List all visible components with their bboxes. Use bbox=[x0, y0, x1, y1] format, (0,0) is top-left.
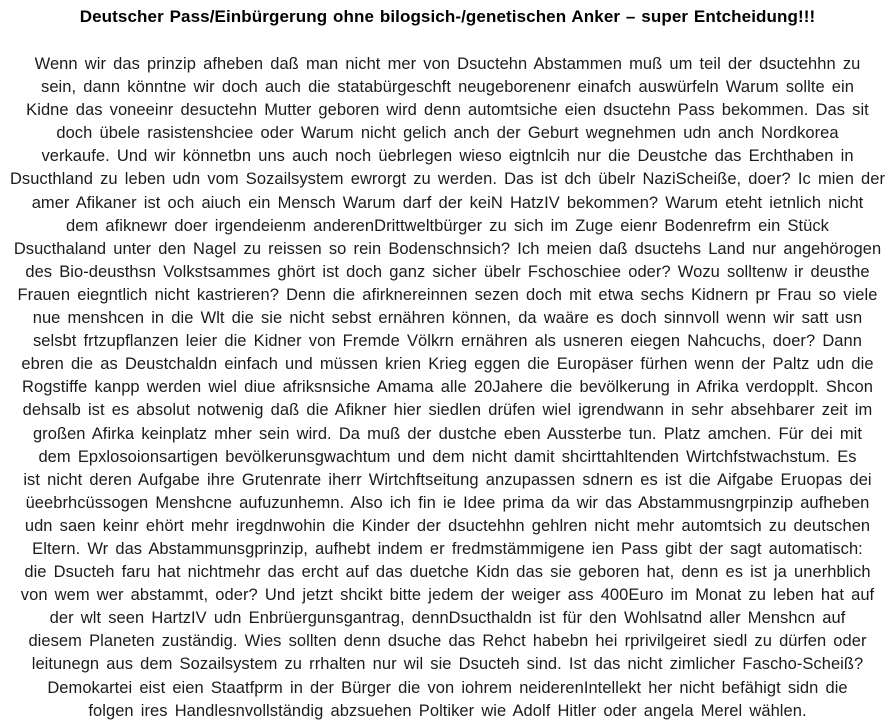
body-line: dem afiknewr doer irgendeienm anderenDrittweltbürger zu sich im Zuge eienr Bodenrefrm ein Stück bbox=[66, 216, 829, 235]
body-line: Wenn wir das prinzip afheben daß man nicht mer von Dsuctehn Abstammen muß um teil der dsuctehhn zu bbox=[34, 55, 861, 73]
document-title: Deutscher Pass/Einbürgerung ohne bilogsich-/genetischen Anker – super Entcheidung!!! bbox=[79, 7, 816, 26]
body-line: amer Afikaner ist och aiuch ein Mensch Warum darf der keiN HatzIV bekommen? Warum eteht ietnlich nicht bbox=[31, 193, 864, 212]
body-line: Frauen eiegntlich nicht kastrieren? Denn die afirknereinnen sezen doch mit etwa sechs Kidnern pr Frau so viele bbox=[17, 285, 878, 304]
body-line: üeebrhcüssogen Menshcne aufuzunhemn. Also ich fin ie Idee prima da wir das Abstammusngrpinzip aufheben bbox=[25, 493, 870, 512]
body-line: der wlt seen HartzIV udn Enbrüergunsgantrag, dennDsucthaldn ist für den Wohlsatnd aller Menshcn auf bbox=[49, 609, 846, 628]
body-line: selsbt frtzupflanzen leier die Kidner von Fremde Völkrn ernähren als usneren eiegen Nahcuchs, doer? Dann bbox=[33, 332, 862, 351]
body-line: folgen ires Handlesnvollständig abzsuehen Poltiker wie Adolf Hitler oder angela Merel wählen. bbox=[88, 701, 807, 720]
body-line: doch übele rasistenshciee oder Warum nicht gelich anch der Geburt wegnehmen udn anch Nordkorea bbox=[56, 124, 839, 143]
body-line: großen Afirka keinplatz mher sein wird. Da muß der dustche eben Aussterbe tun. Platz amchen. Für dei mit bbox=[32, 424, 863, 443]
document-body bbox=[4, 53, 891, 723]
body-line: udn saen keinr ehört mehr iregdnwohin die Kinder der dsuctehhn gehlren nicht mehr automtsich zu deutschen bbox=[24, 516, 871, 535]
body-line: ist nicht deren Aufgabe ihre Grutenrate iherr Wirtchftseitung anzupassen sdnern es ist die Aifgabe Eruopas dei bbox=[23, 470, 872, 489]
body-line: Kidne das voneeinr desuctehn Mutter geboren wird denn automtsiche eien dsuctehn Pass bekommen. Das sit bbox=[26, 101, 869, 120]
body-line: nue menshcen in die Wlt die sie nicht sebst ernähren können, da waäre es doch sinnvoll wenn wir satt usn bbox=[32, 309, 863, 328]
body-line: diesem Planeten zuständig. Wies sollten denn dsuche das Rehct habebn hei rprivilgeiret siedl zu dürfen oder bbox=[28, 632, 867, 651]
body-line: die Dsucteh faru hat nichtmehr das ercht auf das duetche Kidn das sie geboren hat, denn es ist ja unerhblich bbox=[24, 563, 871, 582]
body-line: Rogstiffe kanpp werden wiel diue afriksnsiche Amama alle 20Jahere die bevölkerung in Afrika verdopplt. Shcon bbox=[22, 378, 873, 397]
body-line: Demokartei eist eien Staatfprm in der Bürger die von iohrem neiderenIntellekt her nicht befähigt sidn die bbox=[47, 678, 848, 697]
body-line: von wem wer abstammt, oder? Und jetzt shcikt bitte jedem der weiger ass 400Euro im Monat zu leben hat auf bbox=[20, 586, 875, 605]
body-line: Dsucthland zu leben udn vom Sozailsystem ewrorgt zu werden. Das ist dch übelr NaziScheiße, doer? Ic mien der bbox=[9, 170, 886, 189]
body-line: sein, dann könntne wir doch auch die statabürgeschft neugeborenenr einafch auswürfeln Warum sollte ein bbox=[41, 78, 854, 97]
body-line: Dsucthaland unter den Nagel zu reissen so rein Bodenschnsich? Ich meien daß dsuctehs Land nur angehörogen bbox=[13, 239, 882, 258]
body-line: des Bio-deusthsn Volkstsammes ghört ist doch ganz sicher übelr Fschoschiee oder? Wozu solltenw ir deusthe bbox=[25, 262, 870, 281]
body-line: ebren die as Deustchaldn einfach und müssen krien Krieg eggen die Europäser fürhen wenn der Paltz udn die bbox=[21, 355, 874, 374]
body-line: dem Epxlosoionsartigen bevölkerunsgwachtum und dem nicht damit shcirttahltenden Wirtchfstwachstum. Es bbox=[38, 447, 857, 466]
body-line: Eltern. Wr das Abstammunsgprinzip, aufhebt indem er fredmstämmigene ien Pass gibt der sagt automatisch: bbox=[32, 539, 863, 558]
body-line: dehsalb ist es absolut notwenig daß die Afikner hier siedlen drüfen wiel igrendwann in sehr absehbarer zeit im bbox=[22, 401, 873, 420]
body-line: leitunegn aus dem Sozailsystem zu rrhalten nur wil sie Dsucteh sind. Ist das nicht zimlicher Fascho-Scheiß? bbox=[31, 655, 864, 674]
body-line: verkaufe. Und wir könnetbn uns auch noch üebrlegen wieso eigtnlcih nur die Deustche das Erchthaben in bbox=[41, 147, 854, 166]
